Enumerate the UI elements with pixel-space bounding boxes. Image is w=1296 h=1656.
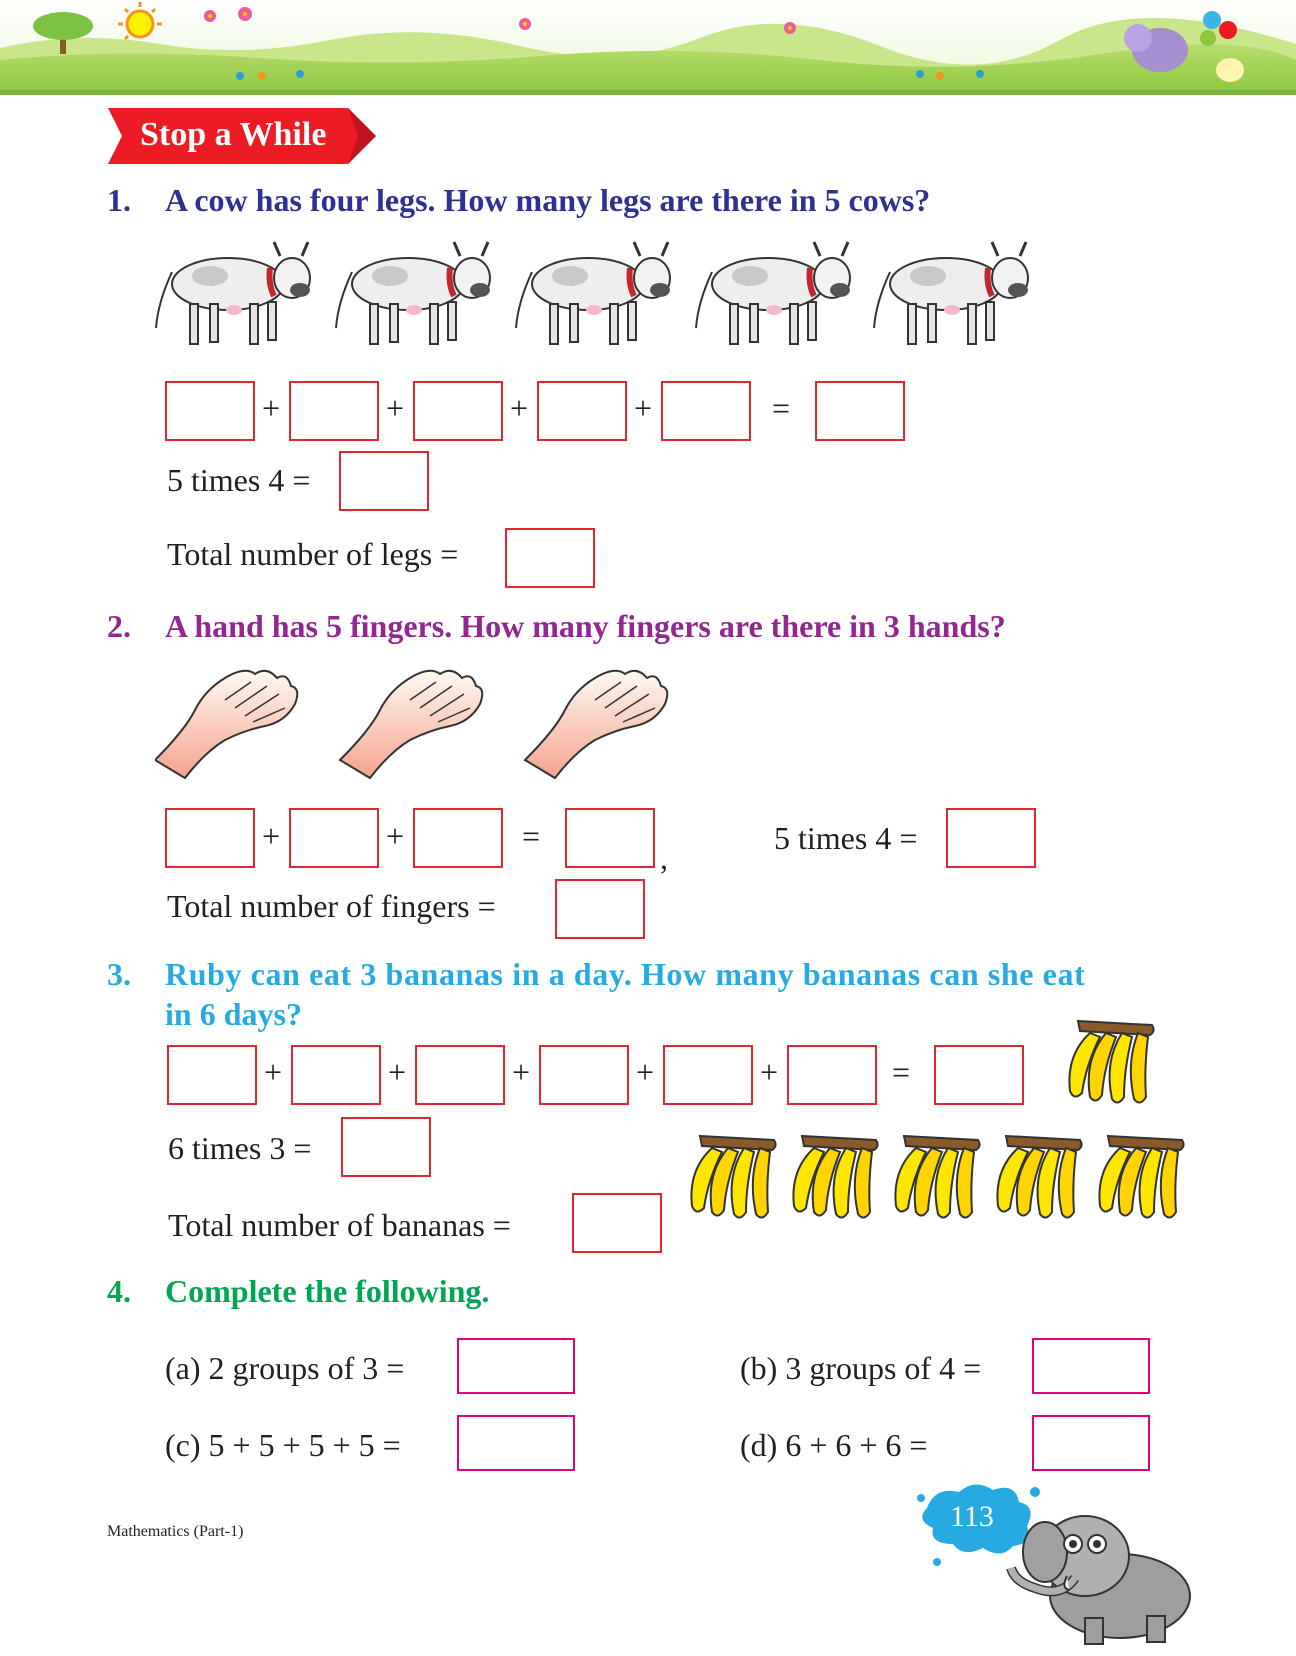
total-label: Total number of bananas = [168, 1207, 511, 1243]
question-text: A cow has four legs. How many legs are there in 5 cows? [165, 182, 931, 218]
answer-box[interactable] [537, 381, 627, 441]
answer-box[interactable] [339, 451, 429, 511]
book-title: Mathematics (Part-1) [107, 1523, 244, 1540]
question-2 [107, 608, 1257, 648]
answer-box[interactable] [165, 381, 255, 441]
section-tag-label: Stop a While [140, 116, 327, 153]
plus-sign: + [262, 390, 281, 426]
answer-box[interactable] [565, 808, 655, 868]
plus-sign: + [262, 818, 281, 854]
answer-box[interactable] [539, 1045, 629, 1105]
question-text-line-1: Ruby can eat 3 bananas in a day. How many bananas can she eat [165, 956, 1086, 992]
answer-box[interactable] [415, 1045, 505, 1105]
question-number: 4. [107, 1273, 131, 1309]
cows-illustration [150, 232, 1090, 357]
hands-illustration [155, 660, 675, 780]
answer-box[interactable] [663, 1045, 753, 1105]
answer-box[interactable] [341, 1117, 431, 1177]
comma: , [660, 840, 668, 876]
plus-sign: + [386, 818, 405, 854]
question-text-line-2: in 6 days? [165, 996, 302, 1032]
answer-box[interactable] [815, 381, 905, 441]
question-number: 1. [107, 182, 131, 218]
item-c-label: (c) 5 + 5 + 5 + 5 = [165, 1427, 401, 1463]
banana-bunches-illustration [682, 1130, 1192, 1230]
answer-box[interactable] [457, 1338, 575, 1394]
plus-sign: + [512, 1054, 531, 1090]
banana-bunch-icon [1060, 1015, 1160, 1115]
question-number: 2. [107, 608, 131, 644]
answer-box[interactable] [413, 808, 503, 868]
answer-box[interactable] [1032, 1415, 1150, 1471]
plus-sign: + [388, 1054, 407, 1090]
header-banner-illustration [0, 0, 1296, 95]
times-label: 5 times 4 = [774, 820, 918, 856]
plus-sign: + [264, 1054, 283, 1090]
answer-box[interactable] [555, 879, 645, 939]
answer-box[interactable] [505, 528, 595, 588]
total-label: Total number of legs = [167, 536, 459, 572]
answer-box[interactable] [165, 808, 255, 868]
answer-box[interactable] [1032, 1338, 1150, 1394]
plus-sign: + [634, 390, 653, 426]
question-1 [107, 182, 1207, 222]
total-label: Total number of fingers = [167, 888, 496, 924]
item-a-label: (a) 2 groups of 3 = [165, 1350, 405, 1386]
answer-box[interactable] [787, 1045, 877, 1105]
answer-box[interactable] [413, 381, 503, 441]
item-d-label: (d) 6 + 6 + 6 = [740, 1427, 928, 1463]
times-label: 5 times 4 = [167, 462, 311, 498]
equals-sign: = [522, 818, 541, 854]
plus-sign: + [510, 390, 529, 426]
item-b-label: (b) 3 groups of 4 = [740, 1350, 982, 1386]
answer-box[interactable] [457, 1415, 575, 1471]
answer-box[interactable] [572, 1193, 662, 1253]
plus-sign: + [636, 1054, 655, 1090]
times-label: 6 times 3 = [168, 1130, 312, 1166]
plus-sign: + [386, 390, 405, 426]
answer-box[interactable] [289, 808, 379, 868]
answer-box[interactable] [291, 1045, 381, 1105]
answer-box[interactable] [289, 381, 379, 441]
equals-sign: = [772, 390, 791, 426]
equals-sign: = [892, 1054, 911, 1090]
question-text: Complete the following. [165, 1273, 490, 1309]
answer-box[interactable] [661, 381, 751, 441]
question-4 [107, 1273, 807, 1313]
answer-box[interactable] [934, 1045, 1024, 1105]
answer-box[interactable] [946, 808, 1036, 868]
page-number: 113 [950, 1500, 994, 1533]
question-number: 3. [107, 956, 131, 992]
section-tag [108, 108, 376, 164]
answer-box[interactable] [167, 1045, 257, 1105]
question-text: A hand has 5 fingers. How many fingers are there in 3 hands? [165, 608, 1006, 644]
plus-sign: + [760, 1054, 779, 1090]
